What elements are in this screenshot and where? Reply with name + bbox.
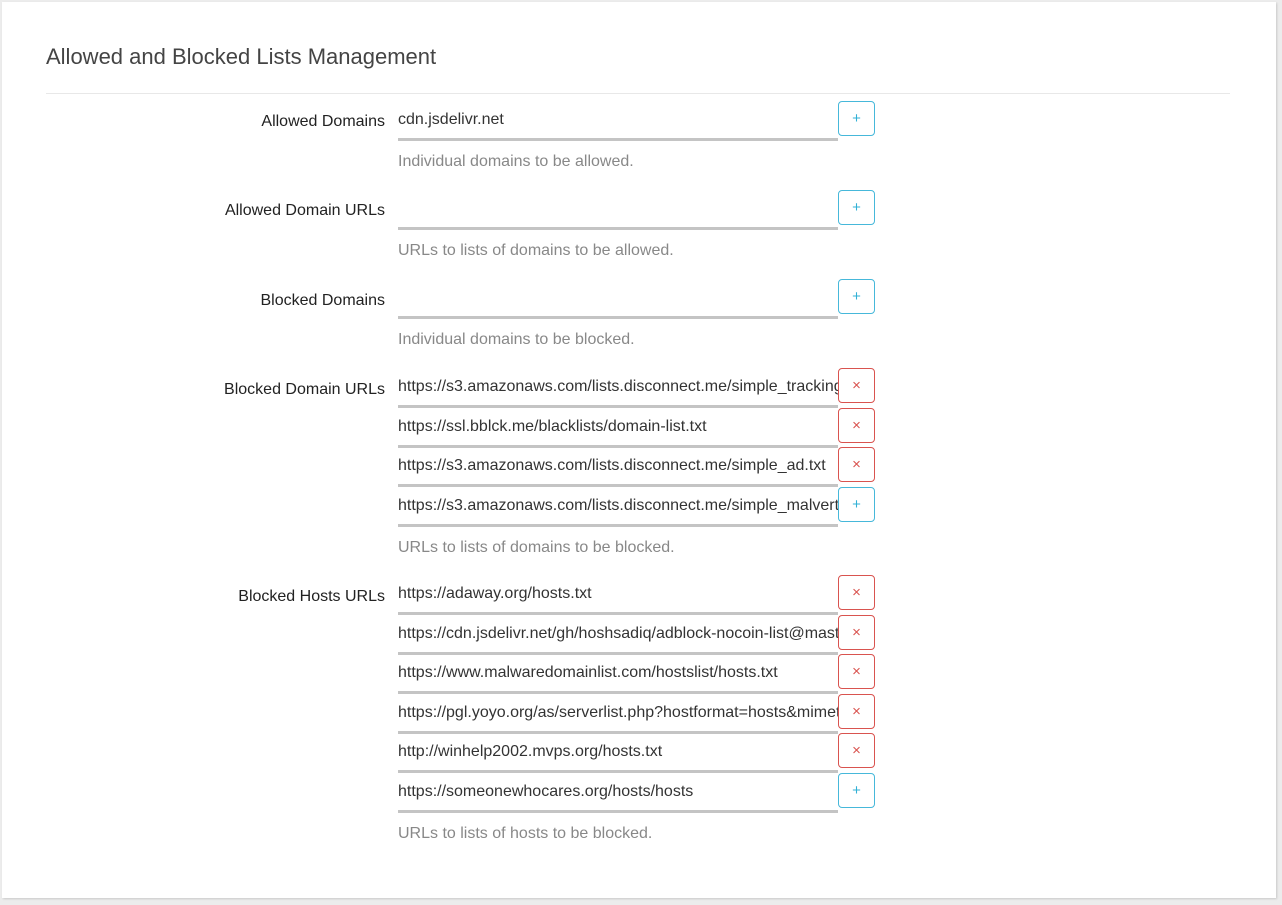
blocked-domain-url-input[interactable] [398,369,838,408]
blocked-hosts-url-input[interactable] [398,734,838,773]
blocked-hosts-url-input[interactable] [398,774,838,813]
add-button[interactable] [838,279,875,314]
blocked-hosts-url-input[interactable] [398,655,838,694]
plus-icon: + [852,199,861,216]
help-text: Individual domains to be blocked. [398,331,635,348]
section-label: Blocked Domain URLs [224,381,385,398]
add-button[interactable] [838,487,875,522]
close-icon: × [852,417,861,434]
lists-management-panel [2,2,1276,898]
remove-button[interactable] [838,733,875,768]
blocked-domain-url-input[interactable] [398,409,838,448]
help-text: URLs to lists of domains to be allowed. [398,242,674,259]
help-text: URLs to lists of hosts to be blocked. [398,825,653,842]
remove-button[interactable] [838,408,875,443]
close-icon: × [852,703,861,720]
add-button[interactable] [838,190,875,225]
close-icon: × [852,742,861,759]
section-label: Allowed Domain URLs [224,202,385,219]
plus-icon: + [852,110,861,127]
blocked-domain-input[interactable] [398,280,838,319]
allowed-domain-url-input[interactable] [398,191,838,230]
blocked-domain-url-input[interactable] [398,488,838,527]
remove-button[interactable] [838,368,875,403]
close-icon: × [852,456,861,473]
add-button[interactable] [838,773,875,808]
add-button[interactable] [838,101,875,136]
remove-button[interactable] [838,615,875,650]
plus-icon: + [852,496,861,513]
title-divider [46,93,1230,94]
blocked-hosts-url-input[interactable] [398,576,838,615]
allowed-domain-input[interactable] [398,102,838,141]
section-label: Allowed Domains [261,113,385,130]
help-text: Individual domains to be allowed. [398,153,634,170]
close-icon: × [852,377,861,394]
page-title: Allowed and Blocked Lists Management [46,44,437,69]
remove-button[interactable] [838,575,875,610]
remove-button[interactable] [838,447,875,482]
close-icon: × [852,584,861,601]
close-icon: × [852,663,861,680]
blocked-domain-url-input[interactable] [398,448,838,487]
blocked-hosts-url-input[interactable] [398,695,838,734]
plus-icon: + [852,288,861,305]
remove-button[interactable] [838,694,875,729]
close-icon: × [852,624,861,641]
remove-button[interactable] [838,654,875,689]
help-text: URLs to lists of domains to be blocked. [398,539,675,556]
blocked-hosts-url-input[interactable] [398,616,838,655]
plus-icon: + [852,782,861,799]
section-label: Blocked Hosts URLs [238,588,385,605]
section-label: Blocked Domains [260,292,385,309]
